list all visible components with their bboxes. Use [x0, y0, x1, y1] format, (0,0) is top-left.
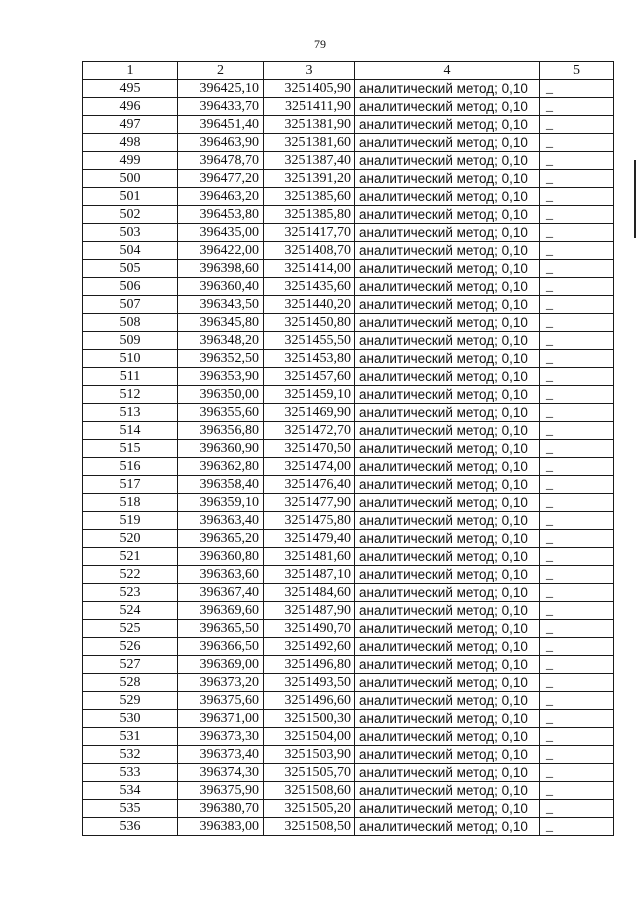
y-coordinate: 3251457,60	[264, 368, 355, 386]
point-number: 521	[83, 548, 178, 566]
note-dash: _	[540, 242, 614, 260]
table-row	[83, 764, 614, 782]
y-coordinate: 3251496,80	[264, 656, 355, 674]
method-accuracy: аналитический метод; 0,10	[355, 818, 540, 836]
header-col-3: 3	[264, 62, 355, 80]
method-accuracy: аналитический метод; 0,10	[355, 476, 540, 494]
table-row	[83, 170, 614, 188]
method-accuracy: аналитический метод; 0,10	[355, 692, 540, 710]
y-coordinate: 3251508,50	[264, 818, 355, 836]
note-dash: _	[540, 170, 614, 188]
note-dash: _	[540, 620, 614, 638]
note-dash: _	[540, 404, 614, 422]
note-dash: _	[540, 116, 614, 134]
point-number: 509	[83, 332, 178, 350]
x-coordinate: 396348,20	[178, 332, 264, 350]
y-coordinate: 3251381,90	[264, 116, 355, 134]
y-coordinate: 3251414,00	[264, 260, 355, 278]
table-row	[83, 512, 614, 530]
method-accuracy: аналитический метод; 0,10	[355, 494, 540, 512]
point-number: 533	[83, 764, 178, 782]
x-coordinate: 396352,50	[178, 350, 264, 368]
x-coordinate: 396365,50	[178, 620, 264, 638]
table-row	[83, 602, 614, 620]
table-row	[83, 260, 614, 278]
table-row	[83, 782, 614, 800]
table-row	[83, 332, 614, 350]
note-dash: _	[540, 746, 614, 764]
x-coordinate: 396380,70	[178, 800, 264, 818]
y-coordinate: 3251435,60	[264, 278, 355, 296]
y-coordinate: 3251455,50	[264, 332, 355, 350]
table-row	[83, 548, 614, 566]
y-coordinate: 3251470,50	[264, 440, 355, 458]
point-number: 501	[83, 188, 178, 206]
method-accuracy: аналитический метод; 0,10	[355, 224, 540, 242]
y-coordinate: 3251472,70	[264, 422, 355, 440]
x-coordinate: 396371,00	[178, 710, 264, 728]
x-coordinate: 396463,20	[178, 188, 264, 206]
x-coordinate: 396477,20	[178, 170, 264, 188]
method-accuracy: аналитический метод; 0,10	[355, 314, 540, 332]
point-number: 530	[83, 710, 178, 728]
x-coordinate: 396360,90	[178, 440, 264, 458]
y-coordinate: 3251503,90	[264, 746, 355, 764]
note-dash: _	[540, 530, 614, 548]
scan-edge-mark	[634, 160, 636, 238]
x-coordinate: 396453,80	[178, 206, 264, 224]
y-coordinate: 3251474,00	[264, 458, 355, 476]
point-number: 529	[83, 692, 178, 710]
x-coordinate: 396451,40	[178, 116, 264, 134]
x-coordinate: 396360,80	[178, 548, 264, 566]
table-row	[83, 674, 614, 692]
note-dash: _	[540, 350, 614, 368]
table-row	[83, 692, 614, 710]
table-row	[83, 818, 614, 836]
note-dash: _	[540, 188, 614, 206]
x-coordinate: 396359,10	[178, 494, 264, 512]
point-number: 518	[83, 494, 178, 512]
y-coordinate: 3251487,90	[264, 602, 355, 620]
point-number: 528	[83, 674, 178, 692]
table-row	[83, 242, 614, 260]
table-row	[83, 728, 614, 746]
y-coordinate: 3251487,10	[264, 566, 355, 584]
method-accuracy: аналитический метод; 0,10	[355, 782, 540, 800]
point-number: 513	[83, 404, 178, 422]
y-coordinate: 3251484,60	[264, 584, 355, 602]
y-coordinate: 3251504,00	[264, 728, 355, 746]
point-number: 496	[83, 98, 178, 116]
note-dash: _	[540, 602, 614, 620]
point-number: 531	[83, 728, 178, 746]
y-coordinate: 3251492,60	[264, 638, 355, 656]
table-row	[83, 710, 614, 728]
y-coordinate: 3251490,70	[264, 620, 355, 638]
x-coordinate: 396374,30	[178, 764, 264, 782]
y-coordinate: 3251391,20	[264, 170, 355, 188]
note-dash: _	[540, 98, 614, 116]
method-accuracy: аналитический метод; 0,10	[355, 656, 540, 674]
point-number: 535	[83, 800, 178, 818]
note-dash: _	[540, 674, 614, 692]
point-number: 505	[83, 260, 178, 278]
point-number: 500	[83, 170, 178, 188]
method-accuracy: аналитический метод; 0,10	[355, 242, 540, 260]
point-number: 534	[83, 782, 178, 800]
x-coordinate: 396375,60	[178, 692, 264, 710]
table-row	[83, 278, 614, 296]
point-number: 523	[83, 584, 178, 602]
point-number: 511	[83, 368, 178, 386]
x-coordinate: 396362,80	[178, 458, 264, 476]
method-accuracy: аналитический метод; 0,10	[355, 530, 540, 548]
x-coordinate: 396433,70	[178, 98, 264, 116]
method-accuracy: аналитический метод; 0,10	[355, 728, 540, 746]
x-coordinate: 396383,00	[178, 818, 264, 836]
x-coordinate: 396425,10	[178, 80, 264, 98]
x-coordinate: 396366,50	[178, 638, 264, 656]
note-dash: _	[540, 314, 614, 332]
method-accuracy: аналитический метод; 0,10	[355, 566, 540, 584]
x-coordinate: 396356,80	[178, 422, 264, 440]
y-coordinate: 3251475,80	[264, 512, 355, 530]
table-body	[83, 80, 614, 836]
x-coordinate: 396355,60	[178, 404, 264, 422]
table-row	[83, 656, 614, 674]
x-coordinate: 396398,60	[178, 260, 264, 278]
y-coordinate: 3251477,90	[264, 494, 355, 512]
y-coordinate: 3251440,20	[264, 296, 355, 314]
x-coordinate: 396435,00	[178, 224, 264, 242]
method-accuracy: аналитический метод; 0,10	[355, 404, 540, 422]
method-accuracy: аналитический метод; 0,10	[355, 764, 540, 782]
header-col-2: 2	[178, 62, 264, 80]
note-dash: _	[540, 494, 614, 512]
y-coordinate: 3251381,60	[264, 134, 355, 152]
method-accuracy: аналитический метод; 0,10	[355, 116, 540, 134]
coordinates-table	[82, 61, 614, 836]
table-header	[83, 62, 614, 80]
table-row	[83, 800, 614, 818]
method-accuracy: аналитический метод; 0,10	[355, 134, 540, 152]
x-coordinate: 396422,00	[178, 242, 264, 260]
table-row	[83, 80, 614, 98]
note-dash: _	[540, 134, 614, 152]
method-accuracy: аналитический метод; 0,10	[355, 80, 540, 98]
y-coordinate: 3251505,70	[264, 764, 355, 782]
point-number: 515	[83, 440, 178, 458]
x-coordinate: 396350,00	[178, 386, 264, 404]
y-coordinate: 3251411,90	[264, 98, 355, 116]
note-dash: _	[540, 584, 614, 602]
y-coordinate: 3251453,80	[264, 350, 355, 368]
method-accuracy: аналитический метод; 0,10	[355, 548, 540, 566]
point-number: 522	[83, 566, 178, 584]
note-dash: _	[540, 710, 614, 728]
table-row	[83, 530, 614, 548]
note-dash: _	[540, 782, 614, 800]
method-accuracy: аналитический метод; 0,10	[355, 278, 540, 296]
point-number: 517	[83, 476, 178, 494]
note-dash: _	[540, 656, 614, 674]
x-coordinate: 396363,60	[178, 566, 264, 584]
table-row	[83, 296, 614, 314]
y-coordinate: 3251459,10	[264, 386, 355, 404]
method-accuracy: аналитический метод; 0,10	[355, 332, 540, 350]
method-accuracy: аналитический метод; 0,10	[355, 260, 540, 278]
table-row	[83, 404, 614, 422]
note-dash: _	[540, 440, 614, 458]
note-dash: _	[540, 278, 614, 296]
y-coordinate: 3251508,60	[264, 782, 355, 800]
method-accuracy: аналитический метод; 0,10	[355, 188, 540, 206]
method-accuracy: аналитический метод; 0,10	[355, 674, 540, 692]
note-dash: _	[540, 296, 614, 314]
table-row	[83, 620, 614, 638]
method-accuracy: аналитический метод; 0,10	[355, 98, 540, 116]
method-accuracy: аналитический метод; 0,10	[355, 152, 540, 170]
table-row	[83, 386, 614, 404]
x-coordinate: 396373,30	[178, 728, 264, 746]
point-number: 524	[83, 602, 178, 620]
point-number: 499	[83, 152, 178, 170]
method-accuracy: аналитический метод; 0,10	[355, 512, 540, 530]
note-dash: _	[540, 386, 614, 404]
note-dash: _	[540, 458, 614, 476]
point-number: 525	[83, 620, 178, 638]
x-coordinate: 396367,40	[178, 584, 264, 602]
y-coordinate: 3251479,40	[264, 530, 355, 548]
table-row	[83, 494, 614, 512]
point-number: 516	[83, 458, 178, 476]
y-coordinate: 3251450,80	[264, 314, 355, 332]
x-coordinate: 396343,50	[178, 296, 264, 314]
point-number: 536	[83, 818, 178, 836]
note-dash: _	[540, 260, 614, 278]
y-coordinate: 3251469,90	[264, 404, 355, 422]
note-dash: _	[540, 512, 614, 530]
point-number: 526	[83, 638, 178, 656]
y-coordinate: 3251387,40	[264, 152, 355, 170]
header-col-1: 1	[83, 62, 178, 80]
note-dash: _	[540, 422, 614, 440]
table-row	[83, 440, 614, 458]
table-row	[83, 746, 614, 764]
point-number: 514	[83, 422, 178, 440]
header-row	[83, 62, 614, 80]
x-coordinate: 396369,00	[178, 656, 264, 674]
y-coordinate: 3251500,30	[264, 710, 355, 728]
y-coordinate: 3251385,60	[264, 188, 355, 206]
y-coordinate: 3251408,70	[264, 242, 355, 260]
point-number: 506	[83, 278, 178, 296]
x-coordinate: 396353,90	[178, 368, 264, 386]
table-row	[83, 476, 614, 494]
method-accuracy: аналитический метод; 0,10	[355, 746, 540, 764]
y-coordinate: 3251481,60	[264, 548, 355, 566]
point-number: 512	[83, 386, 178, 404]
note-dash: _	[540, 80, 614, 98]
table-row	[83, 98, 614, 116]
note-dash: _	[540, 152, 614, 170]
note-dash: _	[540, 368, 614, 386]
note-dash: _	[540, 476, 614, 494]
y-coordinate: 3251493,50	[264, 674, 355, 692]
table-row	[83, 566, 614, 584]
point-number: 508	[83, 314, 178, 332]
point-number: 520	[83, 530, 178, 548]
x-coordinate: 396375,90	[178, 782, 264, 800]
method-accuracy: аналитический метод; 0,10	[355, 584, 540, 602]
x-coordinate: 396345,80	[178, 314, 264, 332]
header-col-4: 4	[355, 62, 540, 80]
table-row	[83, 458, 614, 476]
point-number: 507	[83, 296, 178, 314]
point-number: 498	[83, 134, 178, 152]
method-accuracy: аналитический метод; 0,10	[355, 422, 540, 440]
note-dash: _	[540, 764, 614, 782]
note-dash: _	[540, 206, 614, 224]
y-coordinate: 3251476,40	[264, 476, 355, 494]
point-number: 495	[83, 80, 178, 98]
x-coordinate: 396358,40	[178, 476, 264, 494]
table-row	[83, 134, 614, 152]
page-number: 79	[314, 37, 326, 51]
note-dash: _	[540, 566, 614, 584]
method-accuracy: аналитический метод; 0,10	[355, 440, 540, 458]
table-row	[83, 152, 614, 170]
note-dash: _	[540, 728, 614, 746]
note-dash: _	[540, 332, 614, 350]
table-row	[83, 350, 614, 368]
x-coordinate: 396463,90	[178, 134, 264, 152]
table-row	[83, 116, 614, 134]
table-row	[83, 368, 614, 386]
y-coordinate: 3251405,90	[264, 80, 355, 98]
method-accuracy: аналитический метод; 0,10	[355, 638, 540, 656]
x-coordinate: 396478,70	[178, 152, 264, 170]
point-number: 519	[83, 512, 178, 530]
method-accuracy: аналитический метод; 0,10	[355, 800, 540, 818]
method-accuracy: аналитический метод; 0,10	[355, 386, 540, 404]
note-dash: _	[540, 818, 614, 836]
method-accuracy: аналитический метод; 0,10	[355, 350, 540, 368]
table-row	[83, 422, 614, 440]
note-dash: _	[540, 548, 614, 566]
point-number: 503	[83, 224, 178, 242]
x-coordinate: 396373,40	[178, 746, 264, 764]
point-number: 504	[83, 242, 178, 260]
y-coordinate: 3251417,70	[264, 224, 355, 242]
point-number: 510	[83, 350, 178, 368]
method-accuracy: аналитический метод; 0,10	[355, 602, 540, 620]
note-dash: _	[540, 692, 614, 710]
x-coordinate: 396365,20	[178, 530, 264, 548]
point-number: 497	[83, 116, 178, 134]
x-coordinate: 396369,60	[178, 602, 264, 620]
note-dash: _	[540, 224, 614, 242]
table-row	[83, 224, 614, 242]
method-accuracy: аналитический метод; 0,10	[355, 206, 540, 224]
method-accuracy: аналитический метод; 0,10	[355, 458, 540, 476]
point-number: 527	[83, 656, 178, 674]
method-accuracy: аналитический метод; 0,10	[355, 620, 540, 638]
point-number: 502	[83, 206, 178, 224]
note-dash: _	[540, 800, 614, 818]
table-row	[83, 638, 614, 656]
note-dash: _	[540, 638, 614, 656]
y-coordinate: 3251496,60	[264, 692, 355, 710]
method-accuracy: аналитический метод; 0,10	[355, 296, 540, 314]
method-accuracy: аналитический метод; 0,10	[355, 170, 540, 188]
method-accuracy: аналитический метод; 0,10	[355, 368, 540, 386]
x-coordinate: 396363,40	[178, 512, 264, 530]
point-number: 532	[83, 746, 178, 764]
header-col-5: 5	[540, 62, 614, 80]
x-coordinate: 396360,40	[178, 278, 264, 296]
table-row	[83, 206, 614, 224]
table-row	[83, 188, 614, 206]
table-row	[83, 314, 614, 332]
y-coordinate: 3251505,20	[264, 800, 355, 818]
x-coordinate: 396373,20	[178, 674, 264, 692]
y-coordinate: 3251385,80	[264, 206, 355, 224]
method-accuracy: аналитический метод; 0,10	[355, 710, 540, 728]
table-row	[83, 584, 614, 602]
